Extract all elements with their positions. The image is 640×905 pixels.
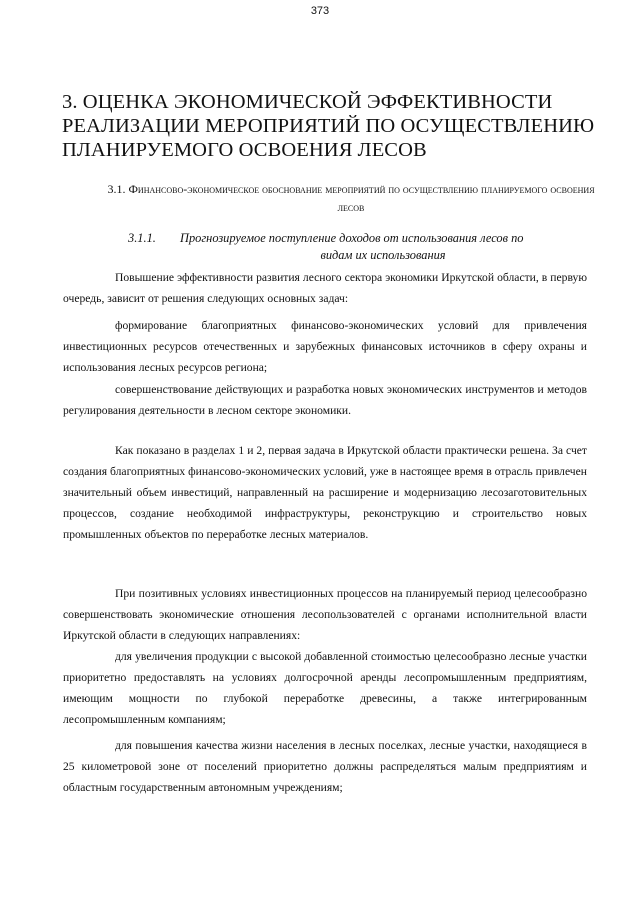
subsection-title-line1: Прогнозируемое поступление доходов от использования лесов по	[180, 231, 524, 245]
paragraph: Повышение эффективности развития лесного сектора экономики Иркутской области, в первую очередь, зависит от решения следующих основных задач:	[63, 271, 587, 305]
section-heading: 3.1. Финансово-экономическое обоснование мероприятий по осуществлению планируемого освоения лесов	[107, 182, 595, 214]
subsection-number: 3.1.1.	[128, 231, 156, 245]
subsection-heading	[128, 230, 586, 264]
list-item: совершенствование действующих и разработка новых экономических инструментов и методов регулирования деятельности в лесном секторе экономики.	[63, 383, 587, 417]
paragraph: При позитивных условиях инвестиционных процессов на планируемый период целесообразно совершенствовать экономические отношения лесопользователей с органами исполнительной власти Иркутской области в следующих направлениях:	[63, 587, 587, 642]
list-item: формирование благоприятных финансово-экономических условий для привлечения инвестиционных ресурсов отечественных и зарубежных финансовых источников в сферу охраны и использования лесных ресурсов региона;	[63, 319, 587, 374]
page-number: 373	[310, 5, 330, 17]
subsection-title-line2: видам их использования	[320, 248, 446, 262]
chapter-heading: 3. ОЦЕНКА ЭКОНОМИЧЕСКОЙ ЭФФЕКТИВНОСТИ РЕАЛИЗАЦИИ МЕРОПРИЯТИЙ ПО ОСУЩЕСТВЛЕНИЮ ПЛАНИРУЕМОГО ОСВОЕНИЯ ЛЕСОВ	[62, 91, 595, 161]
list-item: для повышения качества жизни населения в лесных поселках, лесные участки, находящиеся в 25 километровой зоне от поселений приоритетно должны распределяться малым предприятиям и областным государственным автономным учреждениям;	[63, 739, 587, 794]
list-item: для увеличения продукции с высокой добавленной стоимостью целесообразно лесные участки приоритетно предоставлять на условиях долгосрочной аренды лесопромышленным предприятиям, имеющим мощности по глубокой переработке древесины, а также интегрированным лесопромышленным компаниям;	[63, 650, 587, 726]
paragraph: Как показано в разделах 1 и 2, первая задача в Иркутской области практически решена. За счет создания благоприятных финансово-экономических условий, уже в настоящее время в отрасль привлечен значительный объем инвестиций, направленный на расширение и модернизацию лесозаготовительных процессов, создание необходимой инфраструктуры, реконструкцию и строительство новых промышленных объектов по переработке лесных материалов.	[63, 444, 587, 541]
